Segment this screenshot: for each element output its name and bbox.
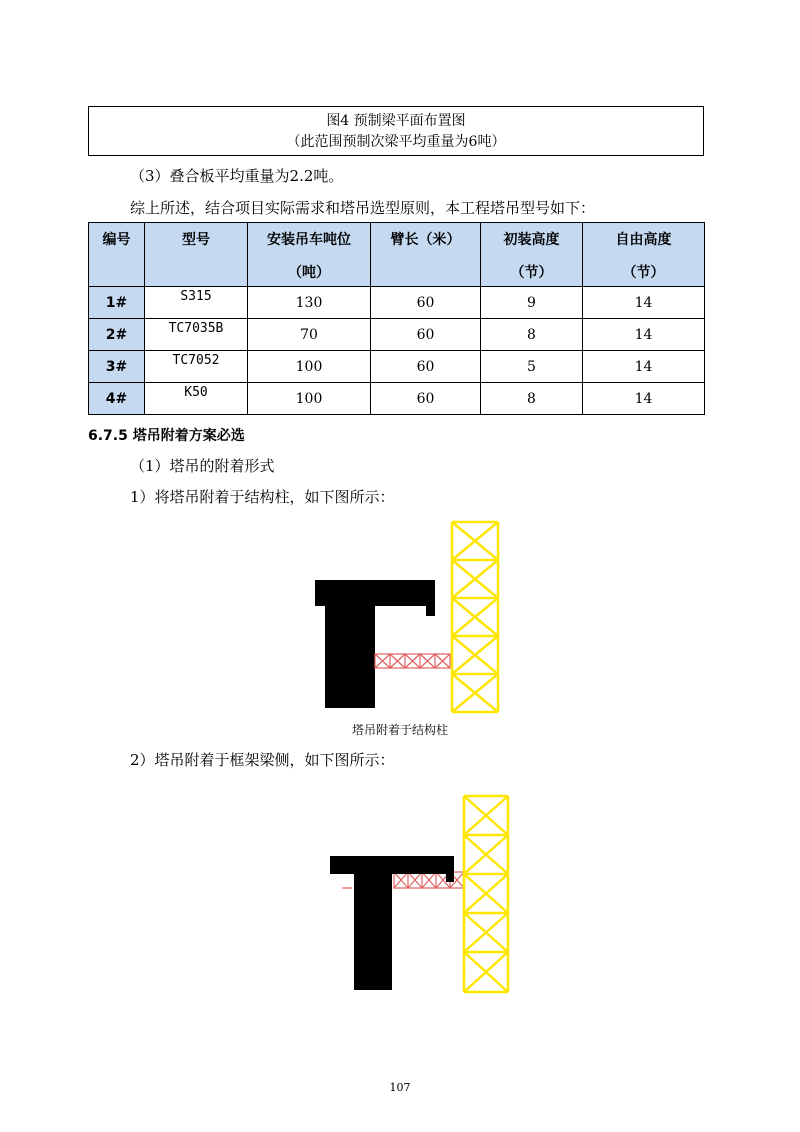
row-crane-tonnage: 100 [248,351,371,383]
table-row [89,351,705,383]
header-arm-length: 臂长（米） [371,223,481,287]
row-crane-tonnage: 70 [248,319,371,351]
table-header-row [89,223,705,287]
table-row [89,287,705,319]
row-free-height: 14 [583,351,705,383]
row-id: 1# [89,287,145,319]
tower-crane-mast [452,522,498,712]
row-model: TC7052 [145,351,248,383]
row-initial-height: 9 [481,287,583,319]
row-crane-tonnage: 130 [248,287,371,319]
row-initial-height: 8 [481,319,583,351]
row-free-height: 14 [583,287,705,319]
row-model: K50 [145,383,248,415]
header-model: 型号 [145,223,248,287]
row-id: 4# [89,383,145,415]
table-row [89,319,705,351]
row-free-height: 14 [583,319,705,351]
row-model: S315 [145,287,248,319]
item-attach-beam-side: 2）塔吊附着于框架梁侧，如下图所示： [130,751,395,769]
paragraph-slab-weight: （3）叠合板平均重量为2.2吨。 [130,167,344,185]
figure-subtitle: （此范围预制次梁平均重量为6吨） [286,134,506,150]
row-crane-tonnage: 100 [248,383,371,415]
tower-crane-table [88,222,705,415]
figure-title: 图4 预制梁平面布置图 [326,113,466,129]
row-initial-height: 5 [481,351,583,383]
row-initial-height: 8 [481,383,583,415]
row-arm-length: 60 [371,351,481,383]
tower-crane-mast [464,796,508,992]
row-id: 2# [89,319,145,351]
header-free-height: 自由高度 （节） [583,223,705,287]
row-free-height: 14 [583,383,705,415]
section-heading: 6.7.5 塔吊附着方案必选 [88,428,245,444]
row-model: TC7035B [145,319,248,351]
header-crane-tonnage: 安装吊车吨位 （吨） [248,223,371,287]
diagram-attach-to-column [300,518,510,714]
diagram-attach-to-beam-side [326,792,516,994]
table-row [89,383,705,415]
row-arm-length: 60 [371,319,481,351]
header-id: 编号 [89,223,145,287]
header-initial-height: 初装高度 （节） [481,223,583,287]
attachment-brace [375,654,450,668]
item-attach-column: 1）将塔吊附着于结构柱，如下图所示： [130,488,395,506]
row-arm-length: 60 [371,287,481,319]
row-id: 3# [89,351,145,383]
frame-beam-shape [330,856,454,990]
paragraph-summary: 综上所述，结合项目实际需求和塔吊选型原则，本工程塔吊型号如下： [130,199,596,217]
row-arm-length: 60 [371,383,481,415]
figure-caption-box [88,106,704,156]
page-number: 107 [389,1081,411,1094]
subsection-attachment-form: （1）塔吊的附着形式 [130,457,275,475]
structure-column-shape [315,580,435,708]
figure-caption-column: 塔吊附着于结构柱 [351,723,448,737]
